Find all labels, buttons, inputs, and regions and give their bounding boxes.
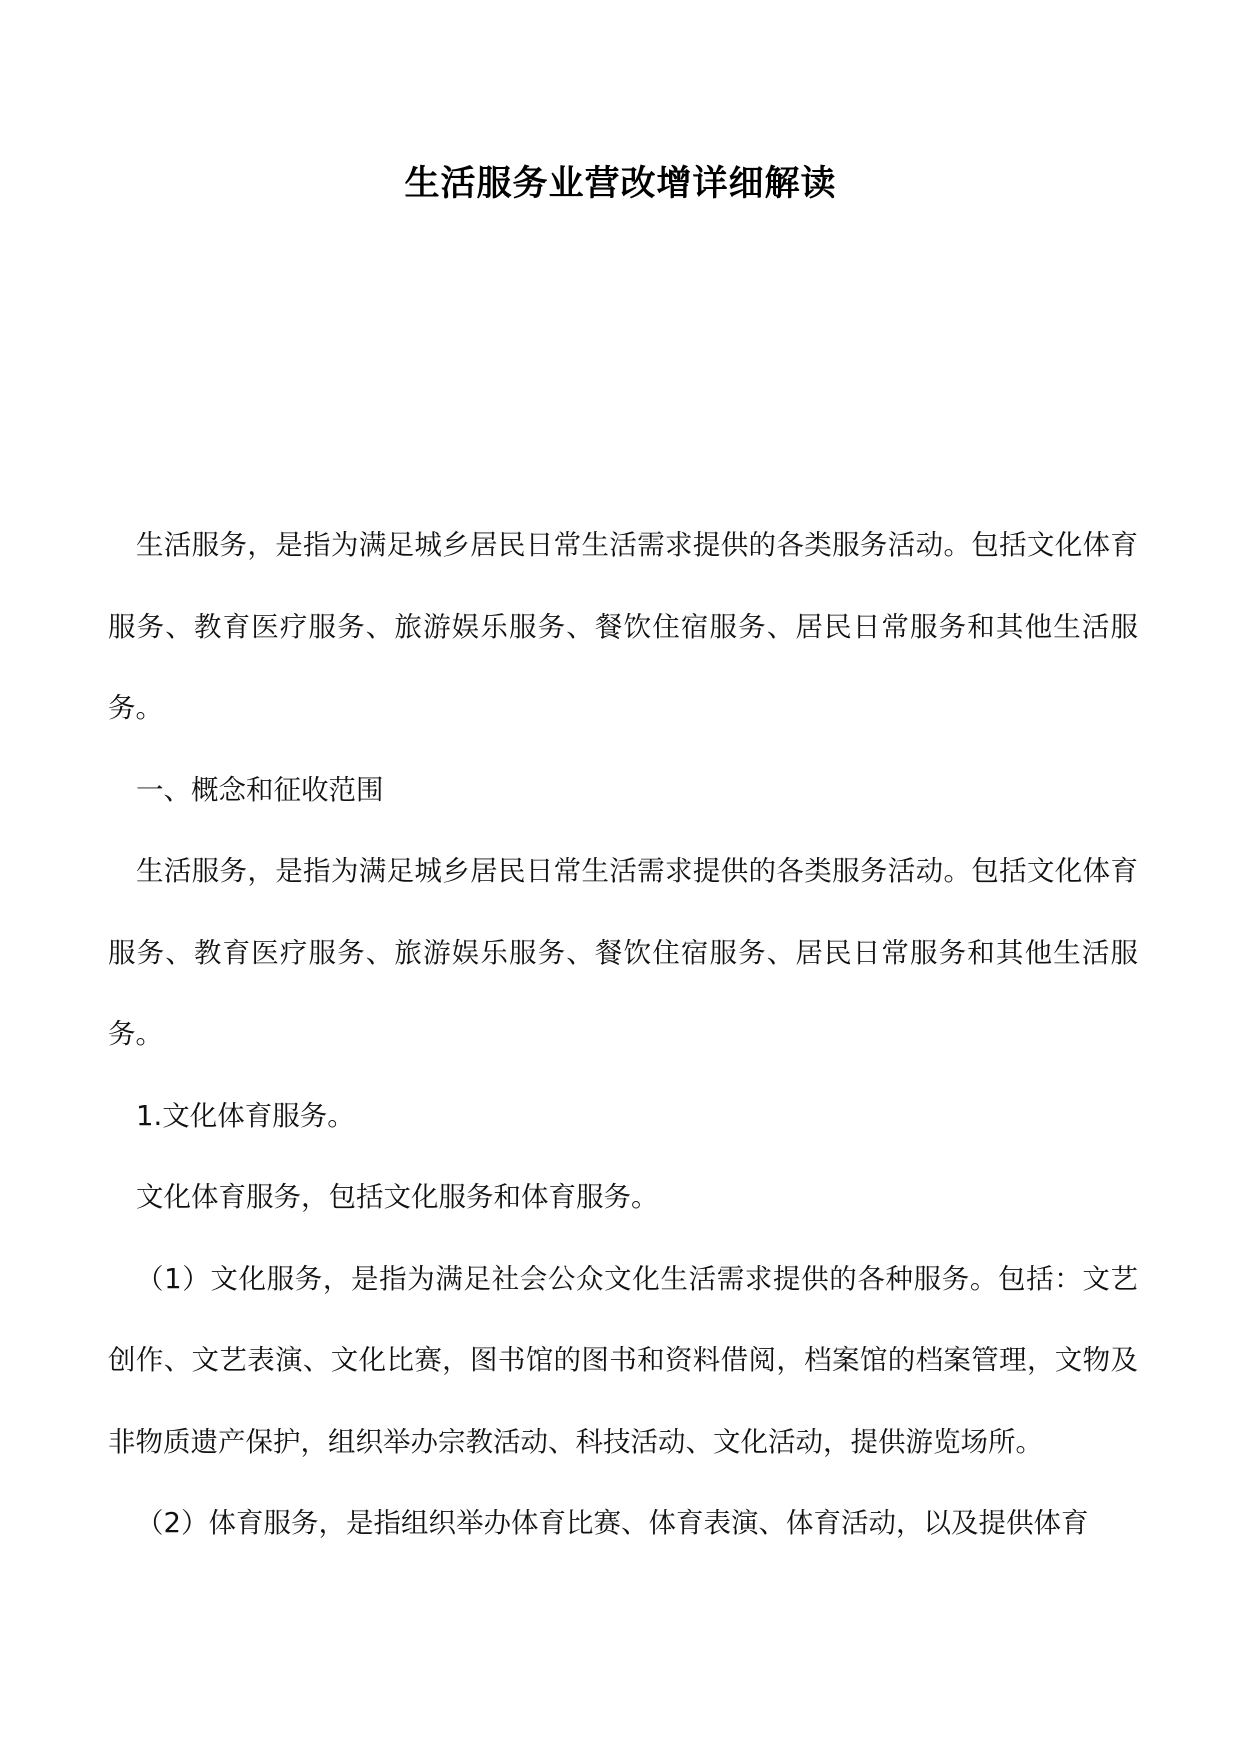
paragraph-culture-services: （1）文化服务，是指为满足社会公众文化生活需求提供的各种服务。包括：文艺创作、文艺表演、文化比赛，图书馆的图书和资料借阅，档案馆的档案管理，文物及非物质遗产保护，组织举办宗教活动、科技活动、文化活动，提供游览场所。 <box>108 1262 1138 1458</box>
subsection-heading-culture-sports: 1.文化体育服务。 <box>136 1099 355 1132</box>
paragraph-intro: 生活服务，是指为满足城乡居民日常生活需求提供的各类服务活动。包括文化体育服务、教育医疗服务、旅游娱乐服务、餐饮住宿服务、居民日常服务和其他生活服务。 <box>108 529 1138 724</box>
document-body <box>108 505 1138 1565</box>
paragraph-definition: 生活服务，是指为满足城乡居民日常生活需求提供的各类服务活动。包括文化体育服务、教育医疗服务、旅游娱乐服务、餐饮住宿服务、居民日常服务和其他生活服务。 <box>108 855 1138 1050</box>
paragraph-culture-sports-scope: 文化体育服务，包括文化服务和体育服务。 <box>136 1181 659 1213</box>
paragraph-sports-services: （2）体育服务，是指组织举办体育比赛、体育表演、体育活动，以及提供体育 <box>136 1507 1089 1539</box>
document-title: 生活服务业营改增详细解读 <box>404 164 837 204</box>
section-heading-concept-scope: 一、概念和征收范围 <box>136 773 384 806</box>
